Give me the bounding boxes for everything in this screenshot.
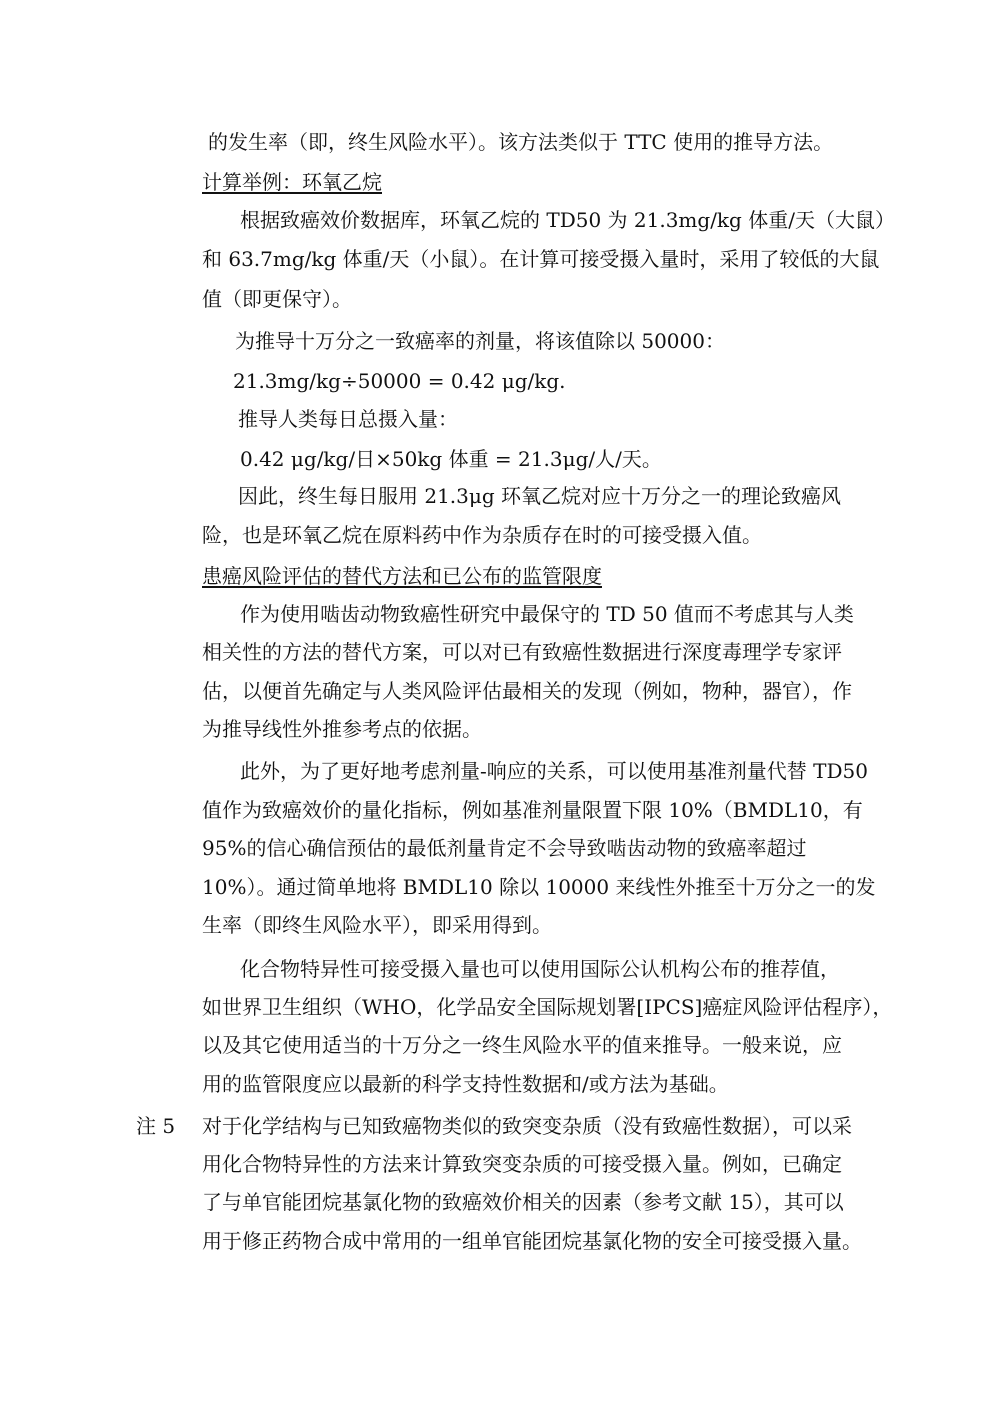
- text-line: 了与单官能团烷基氯化物的致癌效价相关的因素（参考文献 15），其可以: [202, 1190, 844, 1214]
- text-line: 和 63.7mg/kg 体重/天（小鼠）。在计算可接受摄入量时，采用了较低的大鼠: [202, 247, 880, 271]
- text-line: 生率（即终生风险水平），即采用得到。: [202, 913, 552, 937]
- text-line: 险，也是环氧乙烷在原料药中作为杂质存在时的可接受摄入值。: [202, 523, 762, 547]
- text-line: 95%的信心确信预估的最低剂量肯定不会导致啮齿动物的致癌率超过: [202, 836, 807, 860]
- text-line: 此外，为了更好地考虑剂量-响应的关系，可以使用基准剂量代替 TD50: [240, 759, 868, 783]
- text-line: 估，以便首先确定与人类风险评估最相关的发现（例如，物种，器官），作: [202, 679, 852, 703]
- text-line: 用于修正药物合成中常用的一组单官能团烷基氯化物的安全可接受摄入量。: [202, 1229, 862, 1253]
- text-line: 为推导十万分之一致癌率的剂量，将该值除以 50000：: [235, 329, 725, 353]
- note-label: 注 5: [136, 1114, 176, 1138]
- text-line: 用的监管限度应以最新的科学支持性数据和/或方法为基础。: [202, 1072, 729, 1096]
- text-line: 如世界卫生组织（WHO，化学品安全国际规划署[IPCS]癌症风险评估程序），: [202, 995, 893, 1019]
- text-line: 的发生率（即，终生风险水平）。该方法类似于 TTC 使用的推导方法。: [208, 130, 834, 154]
- text-line: 为推导线性外推参考点的依据。: [202, 717, 482, 741]
- text-line: 10%）。通过简单地将 BMDL10 除以 10000 来线性外推至十万分之一的发: [202, 875, 876, 899]
- text-line: 推导人类每日总摄入量：: [238, 407, 458, 431]
- text-line: 因此，终生每日服用 21.3μg 环氧乙烷对应十万分之一的理论致癌风: [238, 484, 842, 508]
- text-line: 以及其它使用适当的十万分之一终生风险水平的值来推导。一般来说，应: [202, 1033, 842, 1057]
- text-line: 根据致癌效价数据库，环氧乙烷的 TD50 为 21.3mg/kg 体重/天（大鼠）: [240, 208, 895, 232]
- equation-line: 21.3mg/kg÷50000 = 0.42 μg/kg.: [233, 369, 566, 393]
- text-line: 对于化学结构与已知致癌物类似的致突变杂质（没有致癌性数据），可以采: [202, 1114, 852, 1138]
- text-line: 相关性的方法的替代方案，可以对已有致癌性数据进行深度毒理学专家评: [202, 640, 842, 664]
- text-line: 用化合物特异性的方法来计算致突变杂质的可接受摄入量。例如，已确定: [202, 1152, 842, 1176]
- section-heading: 计算举例：环氧乙烷: [202, 170, 382, 194]
- text-line: 值作为致癌效价的量化指标，例如基准剂量限置下限 10%（BMDL10，有: [202, 798, 863, 822]
- text-line: 值（即更保守）。: [202, 287, 352, 311]
- text-line: 作为使用啮齿动物致癌性研究中最保守的 TD 50 值而不考虑其与人类: [240, 602, 854, 626]
- section-heading: 患癌风险评估的替代方法和已公布的监管限度: [202, 564, 602, 588]
- equation-line: 0.42 μg/kg/日×50kg 体重 = 21.3μg/人/天。: [240, 447, 662, 471]
- text-line: 化合物特异性可接受摄入量也可以使用国际公认机构公布的推荐值，: [240, 957, 840, 981]
